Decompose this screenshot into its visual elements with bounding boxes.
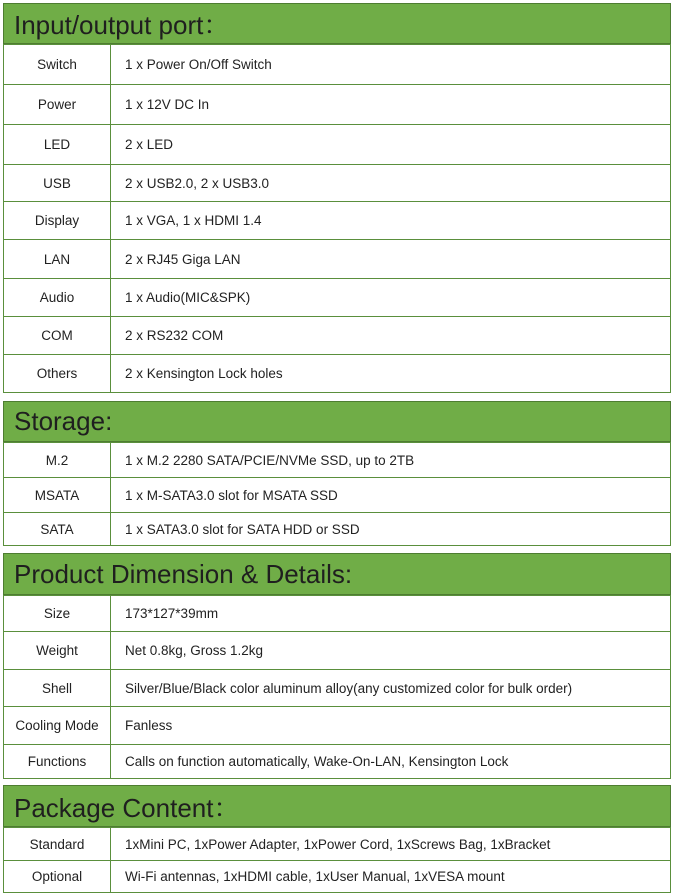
row-value: 1 x M-SATA3.0 slot for MSATA SSD (111, 478, 671, 513)
row-key: USB (4, 165, 111, 202)
section-dimension-details (3, 553, 671, 779)
table-row (4, 125, 671, 165)
row-key: Switch (4, 45, 111, 85)
row-key: Audio (4, 279, 111, 317)
table-row (4, 165, 671, 202)
row-key: Functions (4, 745, 111, 779)
row-key: Cooling Mode (4, 707, 111, 745)
row-value: 2 x USB2.0, 2 x USB3.0 (111, 165, 671, 202)
row-value: Fanless (111, 707, 671, 745)
row-value: Wi-Fi antennas, 1xHDMI cable, 1xUser Manual, 1xVESA mount (111, 861, 671, 893)
table-row (4, 85, 671, 125)
table-row (4, 202, 671, 240)
section-header (3, 3, 671, 44)
row-value: 2 x Kensington Lock holes (111, 355, 671, 393)
spec-table (3, 44, 671, 393)
spec-table (3, 827, 671, 893)
row-value: 1 x 12V DC In (111, 85, 671, 125)
section-header (3, 553, 671, 595)
table-row (4, 240, 671, 279)
spec-table (3, 442, 671, 546)
section-storage (3, 401, 671, 546)
table-row (4, 279, 671, 317)
table-row (4, 513, 671, 546)
table-row (4, 745, 671, 779)
row-value: 1xMini PC, 1xPower Adapter, 1xPower Cord, 1xScrews Bag, 1xBracket (111, 828, 671, 861)
row-value: 1 x Power On/Off Switch (111, 45, 671, 85)
table-row (4, 443, 671, 478)
row-value: Calls on function automatically, Wake-On-LAN, Kensington Lock (111, 745, 671, 779)
table-row (4, 707, 671, 745)
row-key: LED (4, 125, 111, 165)
row-key: Size (4, 596, 111, 632)
row-key: SATA (4, 513, 111, 546)
row-value: Net 0.8kg, Gross 1.2kg (111, 632, 671, 670)
section-header (3, 401, 671, 442)
row-value: Silver/Blue/Black color aluminum alloy(any customized color for bulk order) (111, 670, 671, 707)
table-row (4, 828, 671, 861)
row-key: Weight (4, 632, 111, 670)
row-value: 1 x M.2 2280 SATA/PCIE/NVMe SSD, up to 2TB (111, 443, 671, 478)
row-key: Others (4, 355, 111, 393)
section-title: Input/output port： (14, 10, 230, 40)
table-row (4, 478, 671, 513)
section-title: Storage: (14, 406, 113, 436)
table-row (4, 670, 671, 707)
section-title: Product Dimension & Details: (14, 558, 353, 589)
row-key: Display (4, 202, 111, 240)
row-key: M.2 (4, 443, 111, 478)
row-key: MSATA (4, 478, 111, 513)
row-key: LAN (4, 240, 111, 279)
table-row (4, 861, 671, 893)
row-value: 1 x VGA, 1 x HDMI 1.4 (111, 202, 671, 240)
table-row (4, 632, 671, 670)
table-row (4, 596, 671, 632)
section-io-ports (3, 3, 671, 393)
row-value: 173*127*39mm (111, 596, 671, 632)
row-key: Power (4, 85, 111, 125)
row-value: 2 x LED (111, 125, 671, 165)
section-package-content (3, 785, 671, 893)
spec-table (3, 595, 671, 779)
section-header (3, 785, 671, 827)
row-value: 1 x Audio(MIC&SPK) (111, 279, 671, 317)
table-row (4, 45, 671, 85)
row-key: Optional (4, 861, 111, 893)
row-value: 2 x RS232 COM (111, 317, 671, 355)
row-key: Shell (4, 670, 111, 707)
table-row (4, 317, 671, 355)
row-key: COM (4, 317, 111, 355)
row-value: 2 x RJ45 Giga LAN (111, 240, 671, 279)
row-value: 1 x SATA3.0 slot for SATA HDD or SSD (111, 513, 671, 546)
row-key: Standard (4, 828, 111, 861)
table-row (4, 355, 671, 393)
section-title: Package Content： (14, 792, 240, 823)
